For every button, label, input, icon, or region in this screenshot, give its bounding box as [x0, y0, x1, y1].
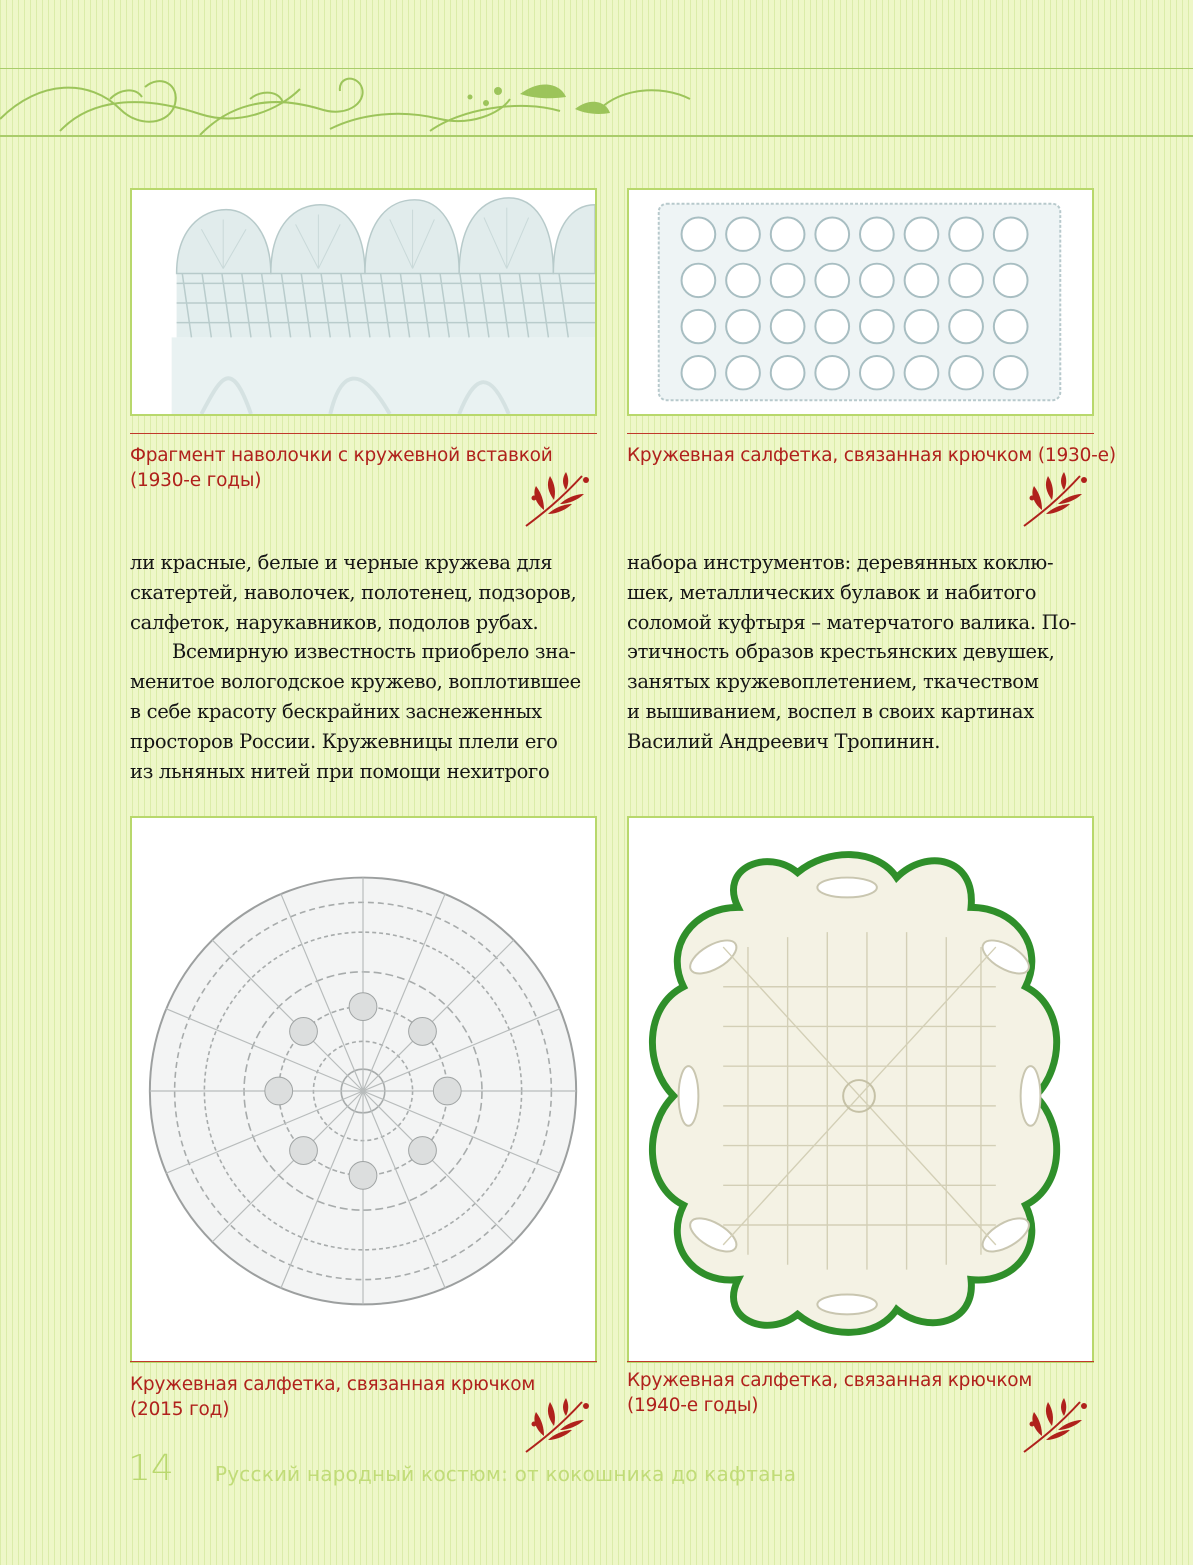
caption-rule: [130, 433, 597, 434]
leaf-sprig-icon: [1020, 470, 1092, 528]
caption-line: (1940-е годы): [627, 1395, 759, 1416]
leaf-sprig-icon: [1020, 1396, 1092, 1454]
body-line: этичность образов крестьянских девушек,: [627, 640, 1055, 664]
body-line: Всемирную известность приобрело зна-: [172, 640, 576, 664]
caption-napkin-1930: [627, 443, 1116, 468]
floral-ornament-icon: [0, 69, 1193, 135]
body-line: занятых кружевоплетением, ткачеством: [627, 670, 1039, 694]
body-text-right-column: [627, 548, 1076, 757]
caption-napkin-2015: [130, 1372, 535, 1422]
body-line: набора инструментов: деревянных коклю-: [627, 551, 1054, 574]
body-line: из льняных нитей при помощи нехитрого: [130, 759, 550, 783]
caption-rule: [627, 433, 1094, 434]
running-title: Русский народный костюм: от кокошника до кафтана: [215, 1462, 797, 1486]
photo-napkin-2015: [130, 816, 597, 1363]
caption-line: (1930-е годы): [130, 470, 262, 491]
body-line: салфеток, нарукавников, подолов рубах.: [130, 610, 539, 634]
caption-pillowcase: [130, 443, 553, 493]
caption-line: Кружевная салфетка, связанная крючком: [627, 1370, 1033, 1391]
caption-line: (2015 год): [130, 1399, 230, 1420]
body-line: и вышиванием, воспел в своих картинах: [627, 699, 1034, 723]
photo-pillowcase-fragment: [130, 188, 597, 416]
leaf-sprig-icon: [522, 470, 594, 528]
body-line: в себе красоту бескрайних заснеженных: [130, 699, 542, 723]
body-line: менитое вологодское кружево, воплотившее: [130, 670, 581, 694]
caption-rule: [627, 1361, 1094, 1362]
body-line: ли красные, белые и черные кружева для: [130, 551, 553, 574]
body-line: Василий Андреевич Тропинин.: [627, 729, 941, 753]
caption-napkin-1940: [627, 1368, 1032, 1418]
body-line: шек, металлических булавок и набитого: [627, 580, 1037, 604]
photo-napkin-1930: [627, 188, 1094, 416]
page-number: 14: [128, 1448, 174, 1489]
leaf-sprig-icon: [522, 1396, 594, 1454]
body-text-left-column: [130, 548, 581, 786]
body-line: соломой куфтыря – матерчатого валика. По-: [627, 610, 1077, 634]
caption-line: Кружевная салфетка, связанная крючком (1930-е): [627, 445, 1116, 466]
caption-line: Фрагмент наволочки с кружевной вставкой: [130, 445, 553, 466]
body-line: просторов России. Кружевницы плели его: [130, 729, 558, 753]
body-line: скатертей, наволочек, полотенец, подзоров,: [130, 580, 577, 604]
photo-napkin-1940: [627, 816, 1094, 1363]
caption-rule: [130, 1361, 597, 1362]
header-ornament-band: [0, 68, 1193, 137]
caption-line: Кружевная салфетка, связанная крючком: [130, 1374, 536, 1395]
